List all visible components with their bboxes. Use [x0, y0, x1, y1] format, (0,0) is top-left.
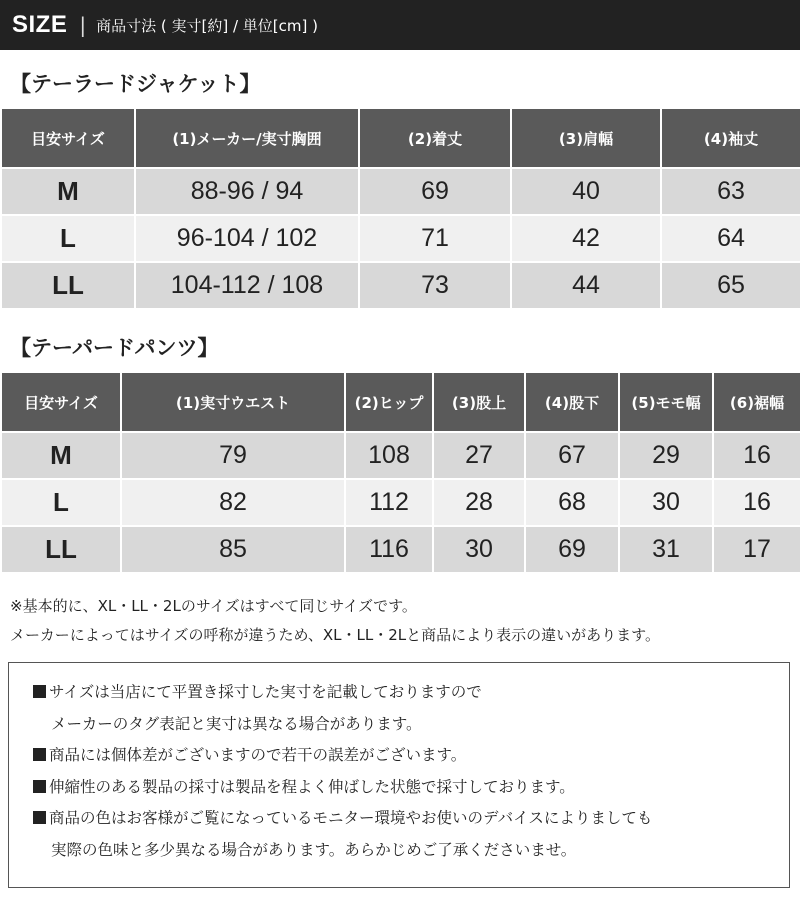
note-line: メーカーによってはサイズの呼称が違うため、XL・LL・2Lと商品により表示の違いがあります。	[10, 626, 660, 644]
table-cell: 44	[511, 262, 661, 309]
disclaimer-text: 実際の色味と多少異なる場合があります。あらかじめご了承くださいませ。	[51, 840, 577, 859]
size-header-bar	[0, 0, 800, 50]
disclaimer-text: 商品には個体差がございますので若干の誤差がございます。	[49, 746, 467, 764]
table-cell: 85	[121, 526, 345, 573]
square-bullet-icon	[33, 811, 46, 824]
table-cell: 17	[713, 526, 800, 573]
size-label: SIZE	[12, 11, 68, 38]
table-cell: 30	[433, 526, 525, 573]
disclaimer-text: 商品の色はお客様がご覧になっているモニター環境やお使いのデバイスによりましても	[49, 809, 653, 827]
pants-col-thigh: (5)モモ幅	[619, 372, 713, 432]
square-bullet-icon	[33, 748, 46, 761]
table-cell: 63	[661, 168, 800, 215]
header-subtitle: 商品寸法 ( 実寸[約] / 単位[cm] )	[96, 16, 318, 35]
pants-col-hip: (2)ヒップ	[345, 372, 433, 432]
table-cell: 104-112 / 108	[135, 262, 359, 309]
disclaimer-box	[8, 662, 790, 888]
jacket-col-length: (2)着丈	[359, 108, 511, 168]
table-cell: 88-96 / 94	[135, 168, 359, 215]
disclaimer-line	[33, 835, 789, 867]
size-cell: LL	[1, 262, 135, 309]
pants-size-table	[0, 371, 800, 574]
pants-header-row	[1, 372, 800, 432]
table-cell: 64	[661, 215, 800, 262]
table-cell: 112	[345, 479, 433, 526]
jacket-col-chest: (1)メーカー/実寸胸囲	[135, 108, 359, 168]
table-cell: 31	[619, 526, 713, 573]
table-cell: 82	[121, 479, 345, 526]
pants-col-inseam: (4)股下	[525, 372, 619, 432]
disclaimer-text: 伸縮性のある製品の採寸は製品を程よく伸ばした状態で採寸しております。	[49, 777, 575, 796]
disclaimer-line	[33, 803, 789, 835]
table-row	[1, 479, 800, 526]
jacket-size-table	[0, 107, 800, 310]
jacket-col-shoulder: (3)肩幅	[511, 108, 661, 168]
table-cell: 30	[619, 479, 713, 526]
jacket-col-size: 目安サイズ	[1, 108, 135, 168]
disclaimer-line	[33, 740, 789, 772]
table-row	[1, 526, 800, 573]
jacket-section-title: 【テーラードジャケット】	[10, 72, 261, 96]
disclaimer-text: サイズは当店にて平置き採寸した実寸を記載しておりますので	[49, 683, 482, 701]
note-line: ※基本的に、XL・LL・2Lのサイズはすべて同じサイズです。	[10, 597, 417, 615]
table-cell: 65	[661, 262, 800, 309]
table-cell: 16	[713, 432, 800, 479]
header-separator: |	[79, 13, 87, 37]
size-notes	[10, 592, 660, 650]
pants-col-rise: (3)股上	[433, 372, 525, 432]
disclaimer-text: メーカーのタグ表記と実寸は異なる場合があります。	[51, 714, 422, 733]
pants-col-size: 目安サイズ	[1, 372, 121, 432]
table-cell: 96-104 / 102	[135, 215, 359, 262]
table-row	[1, 215, 800, 262]
table-cell: 116	[345, 526, 433, 573]
table-cell: 16	[713, 479, 800, 526]
jacket-col-sleeve: (4)袖丈	[661, 108, 800, 168]
square-bullet-icon	[33, 685, 46, 698]
pants-col-hem: (6)裾幅	[713, 372, 800, 432]
size-cell: LL	[1, 526, 121, 573]
table-cell: 69	[525, 526, 619, 573]
table-cell: 79	[121, 432, 345, 479]
table-row	[1, 432, 800, 479]
size-cell: M	[1, 432, 121, 479]
table-cell: 73	[359, 262, 511, 309]
size-cell: L	[1, 479, 121, 526]
table-cell: 42	[511, 215, 661, 262]
table-row	[1, 262, 800, 309]
pants-col-waist: (1)実寸ウエスト	[121, 372, 345, 432]
table-cell: 29	[619, 432, 713, 479]
disclaimer-line	[33, 772, 789, 804]
table-cell: 67	[525, 432, 619, 479]
disclaimer-line	[33, 709, 789, 741]
table-cell: 108	[345, 432, 433, 479]
square-bullet-icon	[33, 780, 46, 793]
disclaimer-line	[33, 677, 789, 709]
pants-section-title: 【テーパードパンツ】	[10, 336, 219, 360]
table-cell: 27	[433, 432, 525, 479]
table-row	[1, 168, 800, 215]
size-cell: M	[1, 168, 135, 215]
size-cell: L	[1, 215, 135, 262]
table-cell: 28	[433, 479, 525, 526]
table-cell: 68	[525, 479, 619, 526]
table-cell: 40	[511, 168, 661, 215]
table-cell: 69	[359, 168, 511, 215]
table-cell: 71	[359, 215, 511, 262]
jacket-header-row	[1, 108, 800, 168]
